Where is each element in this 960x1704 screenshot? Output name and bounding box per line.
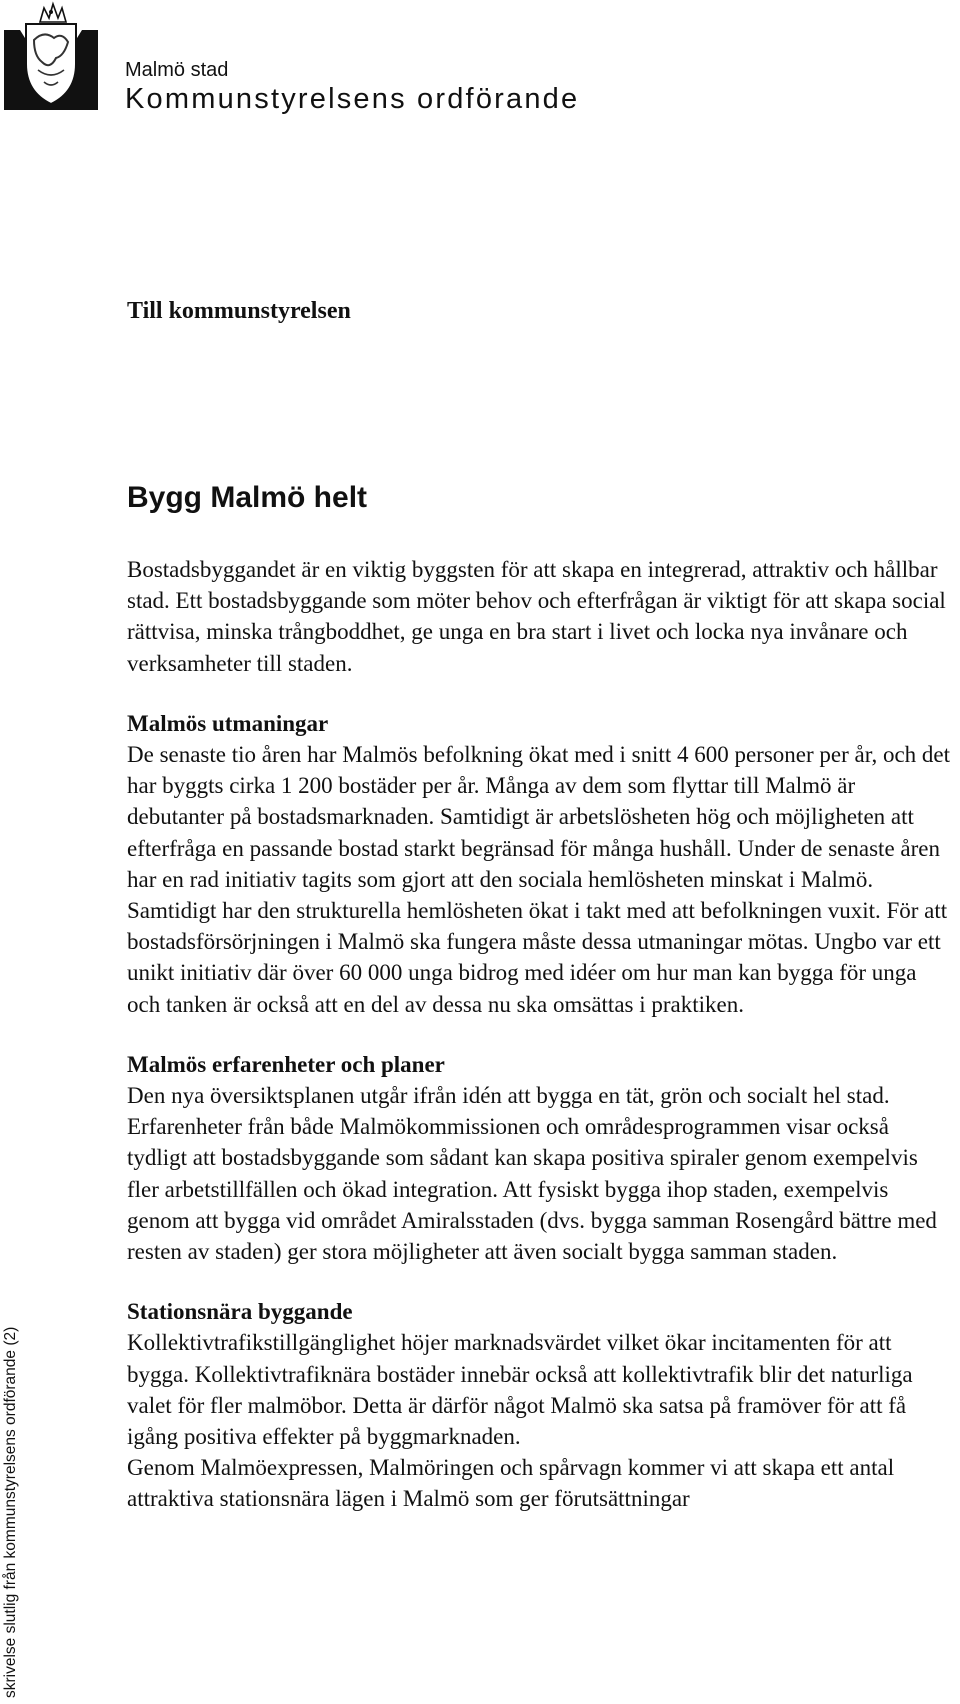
malmo-coat-of-arms-logo bbox=[4, 0, 98, 110]
department-name: Kommunstyrelsens ordförande bbox=[125, 83, 580, 115]
organization-name: Malmö stad bbox=[125, 59, 229, 81]
recipient-line: Till kommunstyrelsen bbox=[127, 298, 351, 324]
closing-paragraph: Genom Malmöexpressen, Malmöringen och spårvagn kommer vi att skapa ett antal attraktiva stationsnära lägen i Malmö som ger förutsättningar bbox=[127, 1455, 895, 1512]
document-title: Bygg Malmö helt bbox=[127, 481, 368, 514]
section-heading: Stationsnära byggande bbox=[127, 1299, 353, 1325]
section-malmos-utmaningar bbox=[127, 708, 953, 1020]
section-heading: Malmös utmaningar bbox=[127, 710, 329, 736]
section-stationsnara-byggande bbox=[127, 1296, 953, 1452]
section-erfarenheter-och-planer bbox=[127, 1049, 953, 1267]
section-text: Kollektivtrafikstillgänglighet höjer marknadsvärdet vilket ökar incitamenten för att bygga. Kollektivtrafiknära bostäder innebär också att kollektivtrafik blir det naturliga valet för fler malmöbor. Detta är därför något Malmö ska satsa på framöver för att få igång positiva effekter på byggmarknaden. bbox=[127, 1330, 913, 1450]
intro-paragraph: Bostadsbyggandet är en viktig byggsten för att skapa en integrerad, attraktiv och hållbar stad. Ett bostadsbyggande som möter behov och efterfrågan är viktigt för att skapa social rättvisa, minska trångboddhet, ge unga en bra start i livet och locka nya invånare och verksamheter till staden. bbox=[127, 557, 946, 676]
section-text: Den nya översiktsplanen utgår ifrån idén att bygga en tät, grön och socialt hel stad. Erfarenheter från både Malmökommissionen och områdesprogrammen visar också tydligt att bostadsbyggande som sådant kan skapa positiva spiraler genom exempelvis fler arbetstillfällen och ökad integration. Att fysiskt bygga ihop staden, exempelvis genom att bygga vid området Amiralsstaden (dvs. bygga samman Rosengård bättre med resten av staden) ger stora möjligheter att även socialt bygga samman staden. bbox=[127, 1083, 937, 1265]
section-text: De senaste tio åren har Malmös befolkning ökat med i snitt 4 600 personer per år, och det har byggts cirka 1 200 bostäder per år. Många av dem som flyttar till Malmö är debutanter på bostadsmarknaden. Samtidigt är arbetslösheten hög och möjligheten att efterfråga en passande bostad starkt begränsad för många hushåll. Under de senaste åren har en rad initiativ tagits som gjort att den sociala hemlösheten minskat i Malmö. Samtidigt har den strukturella hemlösheten ökat i takt med att befolkningen vuxit. För att bostadsförsörjningen i Malmö ska fungera måste dessa utmaningar mötas. Ungbo var ett unikt initiativ där över 60 000 unga bidrog med idéer om hur man kan bygga för unga och tanken är också att en del av dessa nu ska omsättas i praktiken. bbox=[127, 742, 951, 1017]
section-heading: Malmös erfarenheter och planer bbox=[127, 1051, 445, 1077]
document-reference-label: skrivelse slutlig från kommunstyrelsens ordförande (2) bbox=[2, 1326, 19, 1698]
document-body bbox=[127, 554, 953, 1515]
